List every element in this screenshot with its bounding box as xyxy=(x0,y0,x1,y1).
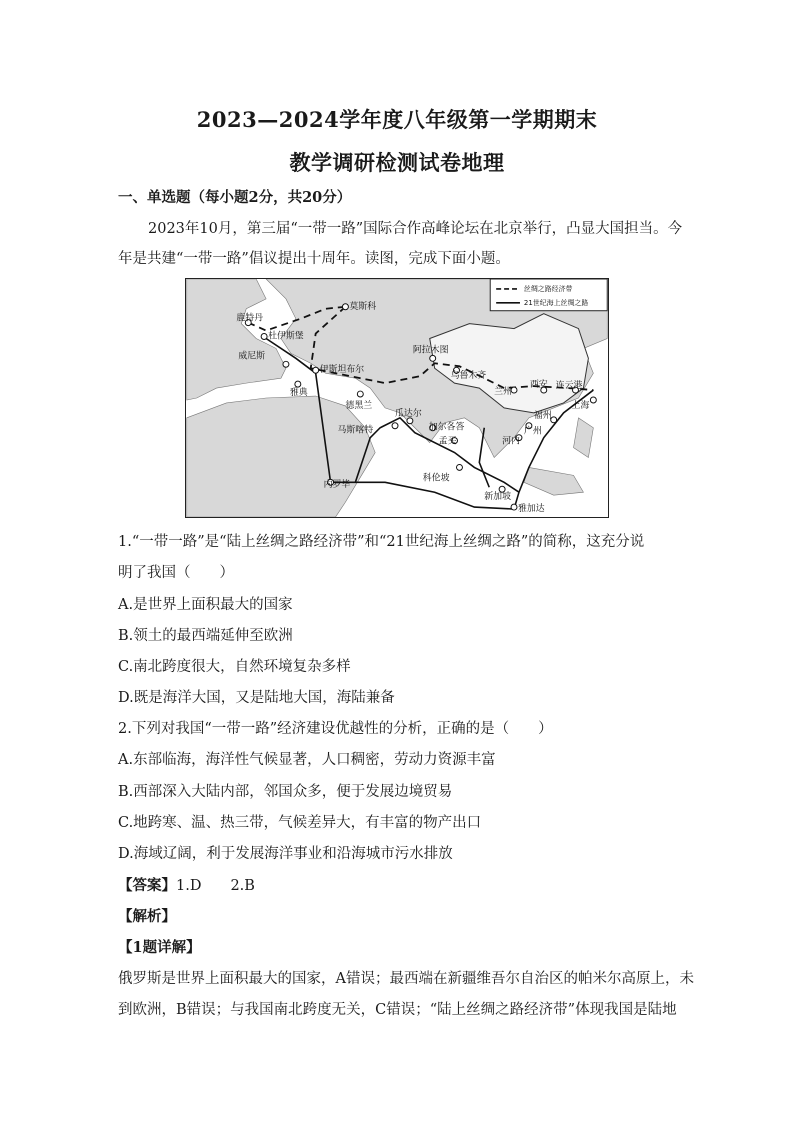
detail-label: 【1题详解】 xyxy=(118,939,201,956)
exam-title-line2: 教学调研检测试卷地理 xyxy=(289,150,505,175)
q2-option-b: B.西部深入大陆内部，邻国众多，便于发展边境贸易 xyxy=(118,784,453,800)
city-lianyungang: 连云港 xyxy=(555,381,583,392)
q1-stem-line2: 明了我国（ ） xyxy=(118,565,234,581)
city-athens: 雅典 xyxy=(289,388,308,399)
legend-sea-label: 21世纪海上丝绸之路 xyxy=(523,298,589,307)
q1-stem-line1: 1.“一带一路”是“陆上丝绸之路经济带”和“21世纪海上丝绸之路”的简称，这充分说 xyxy=(118,534,645,550)
q2-stem: 2.下列对我国“一带一路”经济建设优越性的分析，正确的是（ ） xyxy=(118,721,553,737)
belt-and-road-map xyxy=(185,278,609,518)
city-hanoi: 河内 xyxy=(502,436,520,447)
answer-row xyxy=(118,874,255,895)
detail-line2: 到欧洲，B错误；与我国南北跨度无关，C错误；“陆上丝绸之路经济带”体现我国是陆地 xyxy=(118,1002,677,1018)
city-almaty: 阿拉木图 xyxy=(412,345,449,356)
answer-label: 【答案】 xyxy=(118,877,176,894)
map-legend xyxy=(490,279,607,311)
city-moscow: 莫斯科 xyxy=(349,301,377,312)
city-muscat: 马斯喀特 xyxy=(337,425,374,436)
city-fuzhou: 福州 xyxy=(533,410,552,421)
city-istanbul: 伊斯坦布尔 xyxy=(319,365,365,376)
exam-title-line1: 2023—2024学年度八年级第一学期期末 xyxy=(196,107,598,132)
city-venice: 威尼斯 xyxy=(238,351,266,362)
city-shanghai: 上海 xyxy=(571,400,590,411)
city-singapore: 新加坡 xyxy=(484,492,512,503)
legend-land-label: 丝绸之路经济带 xyxy=(523,284,573,293)
city-rotterdam: 鹿特丹 xyxy=(236,313,264,324)
detail-line1: 俄罗斯是世界上面积最大的国家，A错误；最西端在新疆维吾尔自治区的帕米尔高原上，未 xyxy=(118,971,694,987)
city-mumbai: 孟买 xyxy=(438,436,457,447)
city-xian: 西安 xyxy=(529,380,548,391)
intro-line-1: 2023年10月，第三届“一带一路”国际合作高峰论坛在北京举行，凸显大国担当。今 xyxy=(148,221,683,237)
q1-option-b: B.领土的最西端延伸至欧洲 xyxy=(118,628,293,644)
q1-option-d: D.既是海洋大国，又是陆地大国，海陆兼备 xyxy=(118,690,395,706)
city-jakarta: 雅加达 xyxy=(517,504,545,515)
city-duisburg: 杜伊斯堡 xyxy=(268,331,304,342)
city-tehran: 德黑兰 xyxy=(345,400,373,411)
city-colombo: 科伦坡 xyxy=(422,473,450,484)
city-nairobi: 内罗毕 xyxy=(323,480,351,491)
answer-value: 1.D 2.B xyxy=(176,878,255,894)
q1-option-c: C.南北跨度很大，自然环境复杂多样 xyxy=(118,659,351,675)
analysis-label: 【解析】 xyxy=(118,908,176,925)
q1-option-a: A.是世界上面积最大的国家 xyxy=(118,597,293,613)
q2-option-c: C.地跨寒、温、热三带，气候差异大，有丰富的物产出口 xyxy=(118,815,482,831)
intro-line-2: 年是共建“一带一路”倡议提出十周年。读图，完成下面小题。 xyxy=(118,251,510,267)
city-guangzhou: 广州 xyxy=(523,426,542,437)
city-kolkata: 加尔各答 xyxy=(428,422,465,433)
section-heading: 一、单选题（每小题2分，共20分） xyxy=(118,189,352,206)
q2-option-a: A.东部临海，海洋性气候显著，人口稠密，劳动力资源丰富 xyxy=(118,752,496,768)
city-gwadar: 瓜达尔 xyxy=(395,408,422,419)
city-lanzhou: 兰州 xyxy=(494,387,513,398)
q2-option-d: D.海域辽阔，利于发展海洋事业和沿海城市污水排放 xyxy=(118,846,453,862)
city-urumqi: 乌鲁木齐 xyxy=(450,371,487,382)
